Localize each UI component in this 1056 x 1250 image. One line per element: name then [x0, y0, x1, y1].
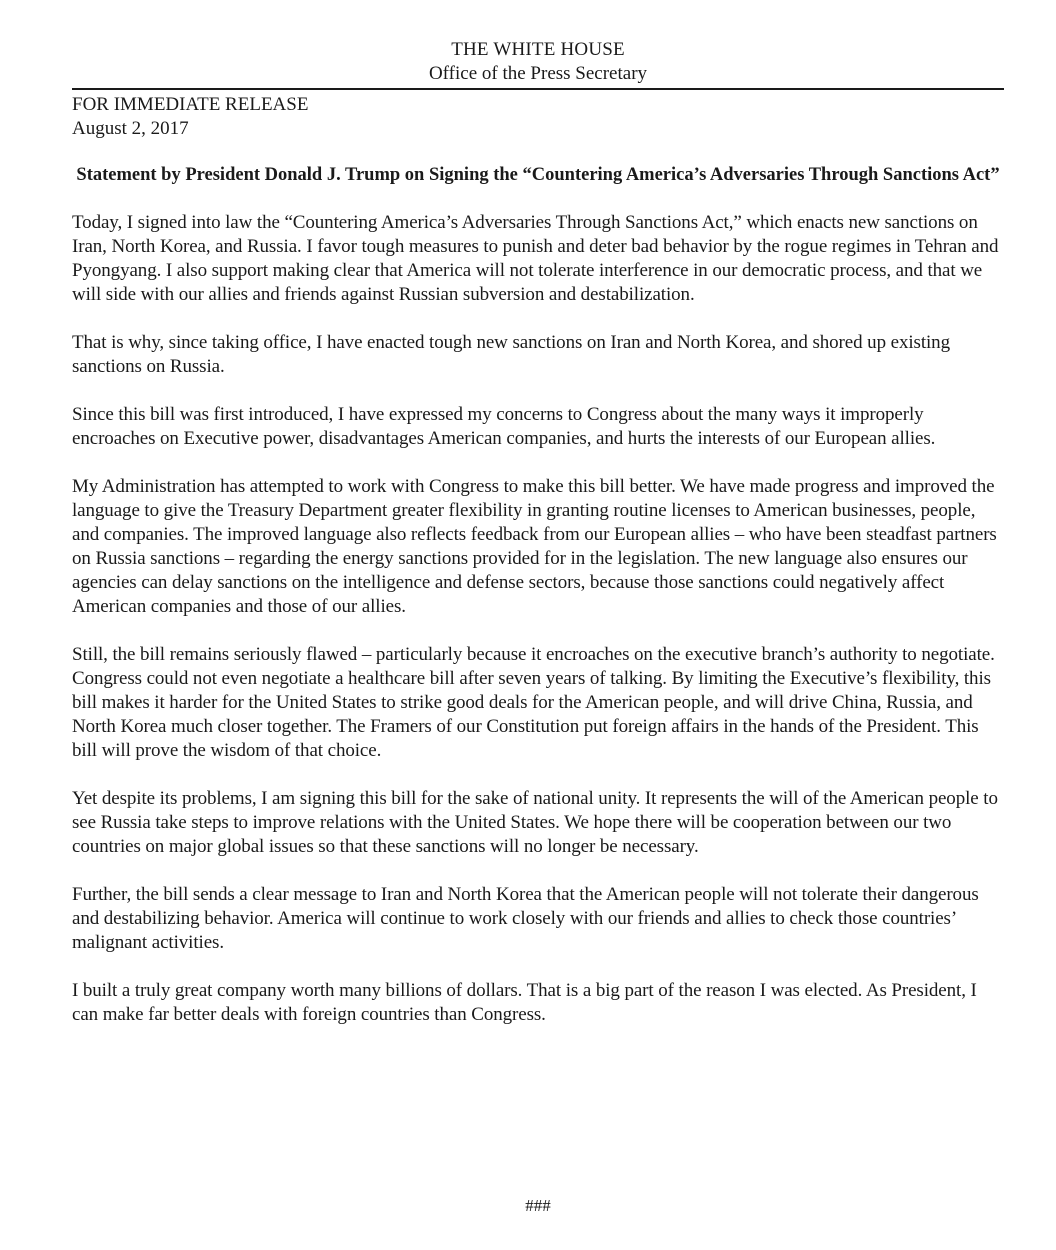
office-name: Office of the Press Secretary	[428, 63, 648, 84]
statement-body	[72, 211, 1004, 1027]
paragraph: Still, the bill remains seriously flawed – particularly because it encroaches on the executive branch’s authority to negotiate. Congress could not even negotiate a healthcare bill after seven years of talking. By limiting the Executive’s flexibility, this bill makes it harder for the United States to strike good deals for the American people, and will drive China, Russia, and North Korea much closer together. The Framers of our Constitution put foreign affairs in the hands of the President. This bill will prove the wisdom of that choice.	[72, 644, 995, 761]
paragraph: Further, the bill sends a clear message to Iran and North Korea that the American people will not tolerate their dangerous and destabilizing behavior. America will continue to work closely with our friends and allies to check those countries’ malignant activities.	[72, 884, 979, 953]
paragraph: Since this bill was first introduced, I have expressed my concerns to Congress about the many ways it improperly encroaches on Executive power, disadvantages American companies, and hurts the interests of our European allies.	[72, 404, 936, 449]
letterhead	[72, 38, 1004, 86]
paragraph: That is why, since taking office, I have enacted tough new sanctions on Iran and North Korea, and shored up existing sanctions on Russia.	[72, 332, 950, 377]
paragraph: My Administration has attempted to work with Congress to make this bill better. We have made progress and improved the language to give the Treasury Department greater flexibility in granting routine licenses to American businesses, people, and companies. The improved language also reflects feedback from our European allies – who have been steadfast partners on Russia sanctions – regarding the energy sanctions provided for in the legislation. The new language also ensures our agencies can delay sanctions on the intelligence and defense sectors, because those sanctions could negatively affect American companies and those of our allies.	[72, 476, 997, 617]
release-label: FOR IMMEDIATE RELEASE	[72, 94, 309, 115]
paragraph: I built a truly great company worth many billions of dollars. That is a big part of the reason I was elected. As President, I can make far better deals with foreign countries than Congress.	[72, 980, 977, 1025]
paragraph: Yet despite its problems, I am signing this bill for the sake of national unity. It represents the will of the American people to see Russia take steps to improve relations with the United States. We hope there will be cooperation between our two countries on major global issues so that these sanctions will no longer be necessary.	[72, 788, 998, 857]
press-release-document	[72, 38, 1004, 1215]
organization-name: THE WHITE HOUSE	[451, 39, 625, 60]
statement-title: Statement by President Donald J. Trump on Signing the “Countering America’s Adversaries Through Sanctions Act”	[76, 165, 1000, 185]
release-info	[72, 93, 1004, 141]
header-divider	[72, 88, 1004, 90]
release-date: August 2, 2017	[72, 118, 189, 139]
end-mark: ###	[525, 1196, 551, 1215]
paragraph: Today, I signed into law the “Countering America’s Adversaries Through Sanctions Act,” which enacts new sanctions on Iran, North Korea, and Russia. I favor tough measures to punish and deter bad behavior by the rogue regimes in Tehran and Pyongyang. I also support making clear that America will not tolerate interference in our democratic process, and that we will side with our allies and friends against Russian subversion and destabilization.	[72, 212, 999, 305]
